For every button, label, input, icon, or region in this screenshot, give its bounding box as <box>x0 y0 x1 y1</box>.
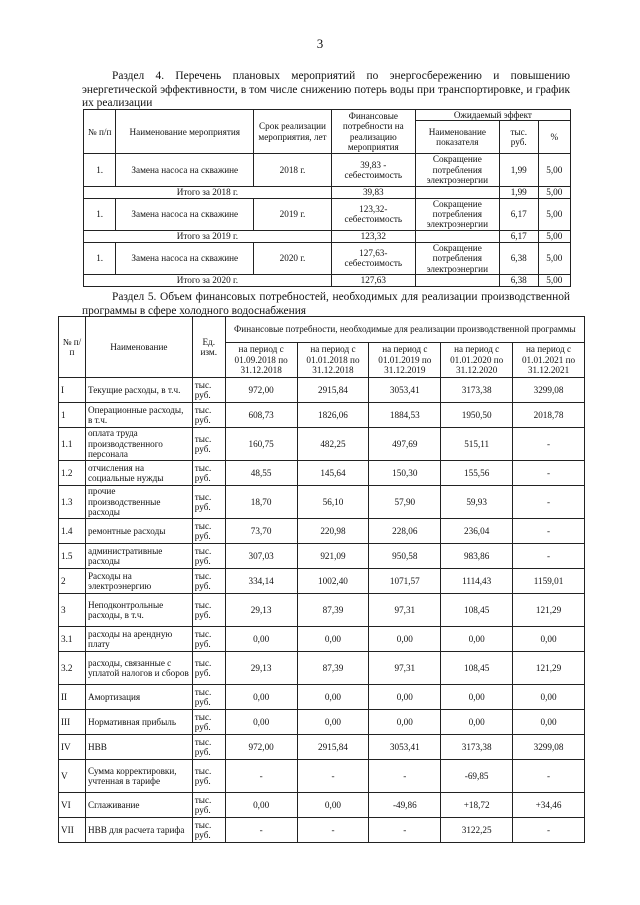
row-value: 228,06 <box>369 519 441 544</box>
total-row <box>84 186 571 198</box>
row-value: - <box>513 486 585 519</box>
row-value: 983,86 <box>441 544 513 569</box>
row-value: 497,69 <box>369 428 441 461</box>
section-5-title: Раздел 5. Объем финансовых потребностей, необходимых для реализации производственной программы в сфере холодного водоснабжения <box>82 291 570 317</box>
measure-name: Замена насоса на скважине <box>116 198 254 230</box>
row-value: 160,75 <box>225 428 297 461</box>
col-term: Срок реализации мероприятия, лет <box>254 110 332 154</box>
col-num: № п/п <box>84 110 116 154</box>
pct-value: 5,00 <box>538 154 570 186</box>
row-value: +18,72 <box>441 793 513 818</box>
pct-value: 5,00 <box>538 275 570 287</box>
col-pct: % <box>538 121 570 154</box>
row-value: 3173,38 <box>441 735 513 760</box>
row-name: Расходы на электроэнергию <box>85 569 192 594</box>
table-row <box>59 519 585 544</box>
indicator-name: Сокращение потребления электроэнергии <box>415 242 499 274</box>
col-effect: Ожидаемый эффект <box>415 110 570 121</box>
section-4-table <box>83 109 571 287</box>
table-row <box>59 544 585 569</box>
row-unit: тыс. руб. <box>192 710 225 735</box>
col5-unit: Ед. изм. <box>192 317 225 378</box>
col5-num: № п/п <box>59 317 86 378</box>
table-row <box>59 594 585 627</box>
col-ind-name: Наименование показателя <box>415 121 499 154</box>
row-value: 73,70 <box>225 519 297 544</box>
row-value: -49,86 <box>369 793 441 818</box>
row-value: 2915,84 <box>297 378 369 403</box>
period-header: на период с 01.01.2021 по 31.12.2021 <box>513 343 585 378</box>
row-value: 97,31 <box>369 594 441 627</box>
fin-value: 39,83 - себестоимость <box>331 154 415 186</box>
row-name: оплата труда производственного персонала <box>85 428 192 461</box>
pct-value: 5,00 <box>538 242 570 274</box>
row-unit: тыс. руб. <box>192 378 225 403</box>
row-unit: тыс. руб. <box>192 403 225 428</box>
row-value: 0,00 <box>225 627 297 652</box>
row-unit: тыс. руб. <box>192 735 225 760</box>
table-row <box>59 403 585 428</box>
row-value: 950,58 <box>369 544 441 569</box>
row-value: - <box>513 461 585 486</box>
row-value: 108,45 <box>441 652 513 685</box>
row-name: НВВ для расчета тарифа <box>85 818 192 843</box>
row-value: 1950,50 <box>441 403 513 428</box>
row-value: 0,00 <box>369 710 441 735</box>
row-value: 0,00 <box>225 793 297 818</box>
row-num: 1. <box>84 198 116 230</box>
row-value: 87,39 <box>297 594 369 627</box>
row-unit: тыс. руб. <box>192 652 225 685</box>
row-value: 48,55 <box>225 461 297 486</box>
row-value: 482,25 <box>297 428 369 461</box>
table-row <box>59 685 585 710</box>
row-unit: тыс. руб. <box>192 594 225 627</box>
table-row <box>59 378 585 403</box>
row-value: 3299,08 <box>513 735 585 760</box>
ind-empty <box>415 230 499 242</box>
row-value: 29,13 <box>225 594 297 627</box>
pct-value: 5,00 <box>538 230 570 242</box>
rub-value: 6,17 <box>499 198 538 230</box>
row-name: административные расходы <box>85 544 192 569</box>
row-value: 3053,41 <box>369 735 441 760</box>
row-num: 1 <box>59 403 86 428</box>
row-value: 0,00 <box>369 627 441 652</box>
row-unit: тыс. руб. <box>192 685 225 710</box>
row-num: 1.5 <box>59 544 86 569</box>
row-value: 220,98 <box>297 519 369 544</box>
row-value: 3122,25 <box>441 818 513 843</box>
row-value: 3053,41 <box>369 378 441 403</box>
period-header: на период с 01.01.2020 по 31.12.2020 <box>441 343 513 378</box>
row-value: 18,70 <box>225 486 297 519</box>
pct-value: 5,00 <box>538 186 570 198</box>
row-value: 87,39 <box>297 652 369 685</box>
row-value: - <box>513 760 585 793</box>
row-value: 972,00 <box>225 735 297 760</box>
fin-value: 127,63 <box>331 275 415 287</box>
row-value: - <box>513 544 585 569</box>
row-name: отчисления на социальные нужды <box>85 461 192 486</box>
table-row <box>59 486 585 519</box>
row-value: +34,46 <box>513 793 585 818</box>
rub-value: 6,38 <box>499 275 538 287</box>
col-fin: Финансовые потребности на реализацию мероприятия <box>331 110 415 154</box>
table-row <box>59 428 585 461</box>
fin-value: 123,32 <box>331 230 415 242</box>
row-unit: тыс. руб. <box>192 569 225 594</box>
row-value: 0,00 <box>225 685 297 710</box>
row-value: 0,00 <box>297 710 369 735</box>
row-unit: тыс. руб. <box>192 428 225 461</box>
period-header: на период с 01.09.2018 по 31.12.2018 <box>225 343 297 378</box>
row-value: - <box>369 760 441 793</box>
rub-value: 6,17 <box>499 230 538 242</box>
row-num: IV <box>59 735 86 760</box>
row-value: - <box>513 519 585 544</box>
total-label: Итого за 2019 г. <box>84 230 332 242</box>
row-num: I <box>59 378 86 403</box>
indicator-name: Сокращение потребления электроэнергии <box>415 198 499 230</box>
total-label: Итого за 2020 г. <box>84 275 332 287</box>
row-value: 0,00 <box>225 710 297 735</box>
fin-value: 127,63- себестоимость <box>331 242 415 274</box>
row-value: -69,85 <box>441 760 513 793</box>
row-unit: тыс. руб. <box>192 519 225 544</box>
row-value: - <box>513 818 585 843</box>
ind-empty <box>415 186 499 198</box>
measure-term: 2018 г. <box>254 154 332 186</box>
page-number: 3 <box>316 36 324 51</box>
indicator-name: Сокращение потребления электроэнергии <box>415 154 499 186</box>
table-row <box>59 569 585 594</box>
row-value: 150,30 <box>369 461 441 486</box>
col5-fin: Финансовые потребности, необходимые для реализации производственной программы <box>225 317 584 343</box>
row-name: расходы на арендную плату <box>85 627 192 652</box>
row-num: 1.2 <box>59 461 86 486</box>
table-row <box>59 461 585 486</box>
row-value: 515,11 <box>441 428 513 461</box>
row-num: V <box>59 760 86 793</box>
measure-row <box>84 154 571 186</box>
total-label: Итого за 2018 г. <box>84 186 332 198</box>
row-num: 3 <box>59 594 86 627</box>
row-name: ремонтные расходы <box>85 519 192 544</box>
row-value: - <box>297 818 369 843</box>
table-row <box>59 760 585 793</box>
row-value: - <box>297 760 369 793</box>
row-value: 57,90 <box>369 486 441 519</box>
row-value: 1114,43 <box>441 569 513 594</box>
row-value: 307,03 <box>225 544 297 569</box>
row-unit: тыс. руб. <box>192 793 225 818</box>
measure-term: 2019 г. <box>254 198 332 230</box>
row-value: 608,73 <box>225 403 297 428</box>
row-value: 155,56 <box>441 461 513 486</box>
measure-name: Замена насоса на скважине <box>116 242 254 274</box>
total-row <box>84 275 571 287</box>
row-value: 59,93 <box>441 486 513 519</box>
row-value: - <box>225 818 297 843</box>
row-num: 2 <box>59 569 86 594</box>
row-value: 145,64 <box>297 461 369 486</box>
table-row <box>59 735 585 760</box>
row-name: НВВ <box>85 735 192 760</box>
row-value: 1159,01 <box>513 569 585 594</box>
row-value: 0,00 <box>513 710 585 735</box>
col5-name: Наименование <box>85 317 192 378</box>
row-value: 1002,40 <box>297 569 369 594</box>
pct-value: 5,00 <box>538 198 570 230</box>
period-header: на период с 01.01.2018 по 31.12.2018 <box>297 343 369 378</box>
row-value: 0,00 <box>297 627 369 652</box>
rub-value: 1,99 <box>499 186 538 198</box>
row-num: 3.1 <box>59 627 86 652</box>
row-name: Неподконтрольные расходы, в т.ч. <box>85 594 192 627</box>
measure-name: Замена насоса на скважине <box>116 154 254 186</box>
row-unit: тыс. руб. <box>192 760 225 793</box>
row-num: 1.1 <box>59 428 86 461</box>
row-num: III <box>59 710 86 735</box>
table-row <box>59 710 585 735</box>
rub-value: 6,38 <box>499 242 538 274</box>
row-value: 236,04 <box>441 519 513 544</box>
table-row <box>59 652 585 685</box>
row-value: 108,45 <box>441 594 513 627</box>
row-value: 0,00 <box>441 710 513 735</box>
row-name: Текущие расходы, в т.ч. <box>85 378 192 403</box>
section-4-title: Раздел 4. Перечень плановых мероприятий по энергосбережению и повышению энергетической эффективности, в том числе снижению потерь воды при транспортировке, и график их реализации <box>82 70 570 109</box>
row-value: 0,00 <box>369 685 441 710</box>
row-num: 1. <box>84 242 116 274</box>
row-name: Сглаживание <box>85 793 192 818</box>
row-value: 334,14 <box>225 569 297 594</box>
row-value: - <box>225 760 297 793</box>
ind-empty <box>415 275 499 287</box>
measure-term: 2020 г. <box>254 242 332 274</box>
row-unit: тыс. руб. <box>192 627 225 652</box>
row-value: 121,29 <box>513 652 585 685</box>
row-value: 0,00 <box>441 685 513 710</box>
row-num: 1.3 <box>59 486 86 519</box>
row-value: - <box>369 818 441 843</box>
row-value: 97,31 <box>369 652 441 685</box>
row-num: 1. <box>84 154 116 186</box>
row-unit: тыс. руб. <box>192 544 225 569</box>
row-name: Амортизация <box>85 685 192 710</box>
row-value: 2915,84 <box>297 735 369 760</box>
row-unit: тыс. руб. <box>192 486 225 519</box>
row-value: 1071,57 <box>369 569 441 594</box>
row-num: II <box>59 685 86 710</box>
row-value: 921,09 <box>297 544 369 569</box>
row-name: Сумма корректировки, учтенная в тарифе <box>85 760 192 793</box>
row-name: прочие производственные расходы <box>85 486 192 519</box>
table-row <box>59 627 585 652</box>
row-value: 3173,38 <box>441 378 513 403</box>
col-rub: тыс. руб. <box>499 121 538 154</box>
section-5-table <box>58 316 585 843</box>
row-value: 121,29 <box>513 594 585 627</box>
row-num: 3.2 <box>59 652 86 685</box>
row-name: расходы, связанные с уплатой налогов и сборов <box>85 652 192 685</box>
measure-row <box>84 198 571 230</box>
row-value: 56,10 <box>297 486 369 519</box>
row-value: 3299,08 <box>513 378 585 403</box>
row-value: 0,00 <box>441 627 513 652</box>
period-header: на период с 01.01.2019 по 31.12.2019 <box>369 343 441 378</box>
row-name: Нормативная прибыль <box>85 710 192 735</box>
row-name: Операционные расходы, в т.ч. <box>85 403 192 428</box>
row-value: 0,00 <box>297 793 369 818</box>
row-value: 1884,53 <box>369 403 441 428</box>
total-row <box>84 230 571 242</box>
rub-value: 1,99 <box>499 154 538 186</box>
row-value: 0,00 <box>513 627 585 652</box>
measure-row <box>84 242 571 274</box>
table-row <box>59 818 585 843</box>
row-value: 1826,06 <box>297 403 369 428</box>
row-unit: тыс. руб. <box>192 818 225 843</box>
col-name: Наименование мероприятия <box>116 110 254 154</box>
row-value: 2018,78 <box>513 403 585 428</box>
row-unit: тыс. руб. <box>192 461 225 486</box>
table-row <box>59 793 585 818</box>
row-num: 1.4 <box>59 519 86 544</box>
row-value: 0,00 <box>297 685 369 710</box>
row-num: VI <box>59 793 86 818</box>
row-value: 29,13 <box>225 652 297 685</box>
row-num: VII <box>59 818 86 843</box>
fin-value: 123,32- себестоимость <box>331 198 415 230</box>
row-value: 972,00 <box>225 378 297 403</box>
fin-value: 39,83 <box>331 186 415 198</box>
row-value: - <box>513 428 585 461</box>
row-value: 0,00 <box>513 685 585 710</box>
